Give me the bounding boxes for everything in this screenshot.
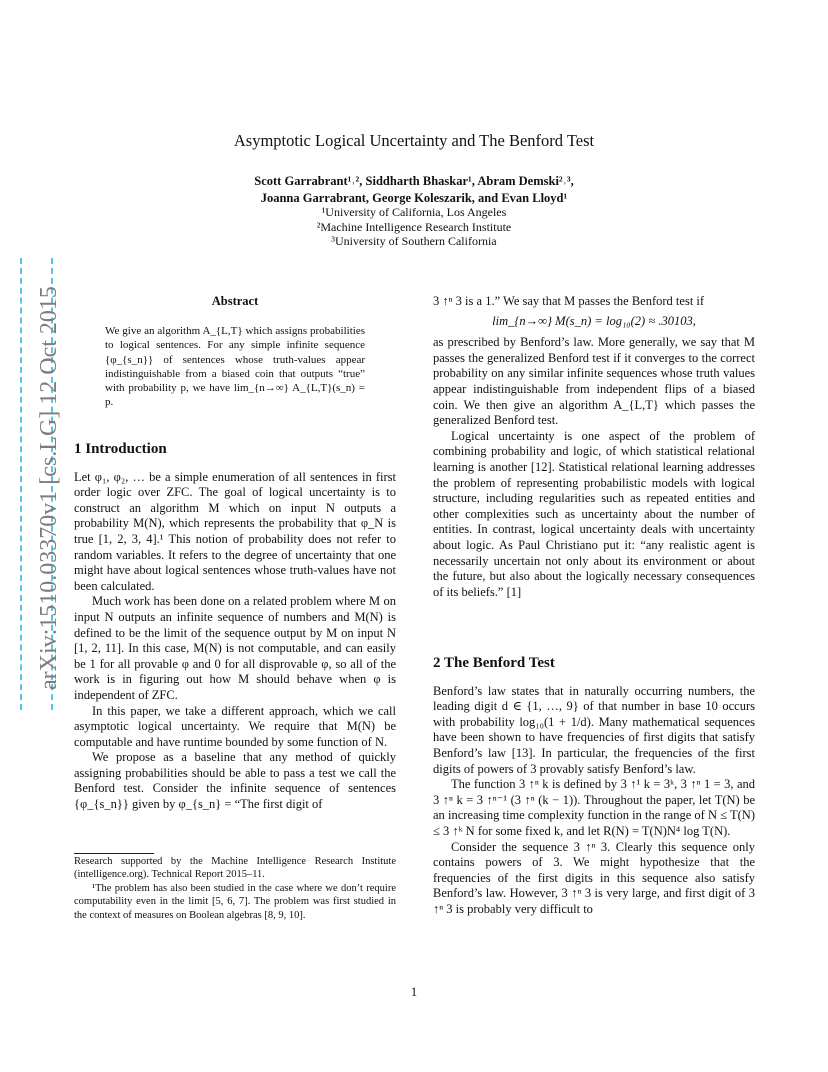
right-paragraph-1: as prescribed by Benford’s law. More generally, we say that M passes the generalized Benford test if it converges to the correct probability on any similar infinite sequences whose truth values appear indistinguishable from independent flips of a biased coin. We then give an algorithm A_{L,T} which passes the generalized Benford test.: [433, 335, 755, 428]
footnote-funding: Research supported by the Machine Intelligence Research Institute (intelligence.org). Technical Report 2015–11.: [74, 856, 396, 881]
abstract-heading: Abstract: [211, 294, 259, 308]
intro-paragraph-4: We propose as a baseline that any method of quickly assigning probabilities should be able to pass a test we call the Benford test. Consider the infinite sequence of sentences {φ_{s_n}} given by φ_{s_n} = “The first digit of: [74, 750, 396, 812]
intro-paragraph-2: Much work has been done on a related problem where M on input N outputs an infinite sequence of numbers and M(N) is defined to be the limit of the sequence output by M on input N [1, 2, 11]. In this case, M(N) is not computable, and can easily be 1 for all provable φ and 0 for all disprovable φ, so all of the work is in figuring out how M should behave when φ is independent of ZFC.: [74, 594, 396, 702]
authors-line-1: Scott Garrabrant¹˒², Siddharth Bhaskar¹, Abram Demski²˒³,: [254, 174, 574, 188]
author-list: [0, 173, 828, 207]
intro-paragraph-1: Let φ₁, φ₂, … be a simple enumeration of all sentences in first order logic over ZFC. The goal of logical uncertainty is to construct an algorithm M which on input N outputs a probability M(N), which represents the probability that φ_N is true [1, 2, 3, 4].¹ This notion of probability does not refer to random variables. It refers to the degree of uncertainty that one might have about logical sentences whose truth-values have not been calculated.: [74, 469, 396, 593]
benford-test-definition: 3 ↑ⁿ 3 is a 1.” We say that M passes the Benford test if: [433, 294, 705, 308]
page-number: 1: [410, 985, 418, 999]
abstract-text: We give an algorithm A_{L,T} which assigns probabilities to logical sentences. For any simple infinite sequence {φ_{s_n}} of sentences whose truth-values appear indistinguishable from a biased coin that outputs “true” with probability p, we have lim_{n→∞} A_{L,T}(s_n) = p.: [105, 325, 365, 409]
affiliation-3: ³University of Southern California: [331, 234, 497, 248]
benford-paragraph-1: Benford’s law states that in naturally occurring numbers, the leading digit d ∈ {1, …, 9} of that number in base 10 occurs with probability log₁₀(1 + 1/d). Many mathematical sequences have been shown to have frequencies of first digits that satisfy Benford’s law [13]. In particular, the frequencies of the first digits of powers of 3 provably satisfy Benford’s law.: [433, 683, 755, 776]
intro-paragraph-3: In this paper, we take a different approach, which we call asymptotic logical uncertainty. We require that M(N) be computable and have runtime bounded by some function of N.: [74, 703, 396, 749]
benford-paragraph-3: Consider the sequence 3 ↑ⁿ 3. Clearly this sequence only contains powers of 3. We might hypothesize that the frequencies of the first digits in this sequence also satisfy Benford’s law. However, 3 ↑ⁿ 3 is very large, and first digit of 3 ↑ⁿ 3 is probably very difficult to: [433, 839, 755, 916]
benford-paragraph-2: The function 3 ↑ⁿ k is defined by 3 ↑¹ k = 3ᵏ, 3 ↑ⁿ 1 = 3, and 3 ↑ⁿ k = 3 ↑ⁿ⁻¹ (3 ↑ⁿ (k − 1)). Throughout the paper, let T(N) be an increasing time complexity function in the range of N ≤ T(N) ≤ 3 ↑ᵏ N for some fixed k, and let R(N) = T(N)N⁴ log T(N).: [433, 777, 755, 838]
section-2-heading: 2 The Benford Test: [433, 655, 555, 671]
affiliation-1: ¹University of California, Los Angeles: [321, 205, 507, 219]
section-2: [433, 656, 755, 918]
affiliations: [0, 205, 828, 249]
footnote-1: ¹The problem has also been studied in the case where we don’t require computability even in the limit [5, 6, 7]. The problem was first studied in the context of measures on Boolean algebras [8, 9, 10].: [74, 882, 396, 921]
authors-line-2: Joanna Garrabrant, George Koleszarik, and Evan Lloyd¹: [260, 191, 568, 205]
section-1-heading: 1 Introduction: [74, 441, 167, 457]
arxiv-stamp-border-left: [20, 258, 22, 710]
right-column: [433, 294, 755, 600]
paper-title: Asymptotic Logical Uncertainty and The Benford Test: [233, 131, 595, 150]
affiliation-2: ²Machine Intelligence Research Institute: [316, 219, 512, 234]
section-1: [74, 442, 396, 813]
benford-equation: lim_{n→∞} M(s_n) = log₁₀(2) ≈ .30103,: [492, 313, 696, 328]
right-paragraph-2: Logical uncertainty is one aspect of the problem of combining probability and logic, of which statistical relational learning is another [12]. Statistical relational learning addresses the problem of representing probabilistic models with logical structure, including regularities such as repeated entities and other complexities such as uncertainty about the number of entities. In contrast, logical uncertainty deals with uncertainty about logic. As Paul Christiano put it: “any realistic agent is necessarily uncertain not only about its environment or about the future, but also about the logically necessary consequences of its beliefs.” [1]: [433, 428, 755, 599]
footnote-rule: [74, 853, 154, 854]
footnotes: [74, 855, 396, 922]
